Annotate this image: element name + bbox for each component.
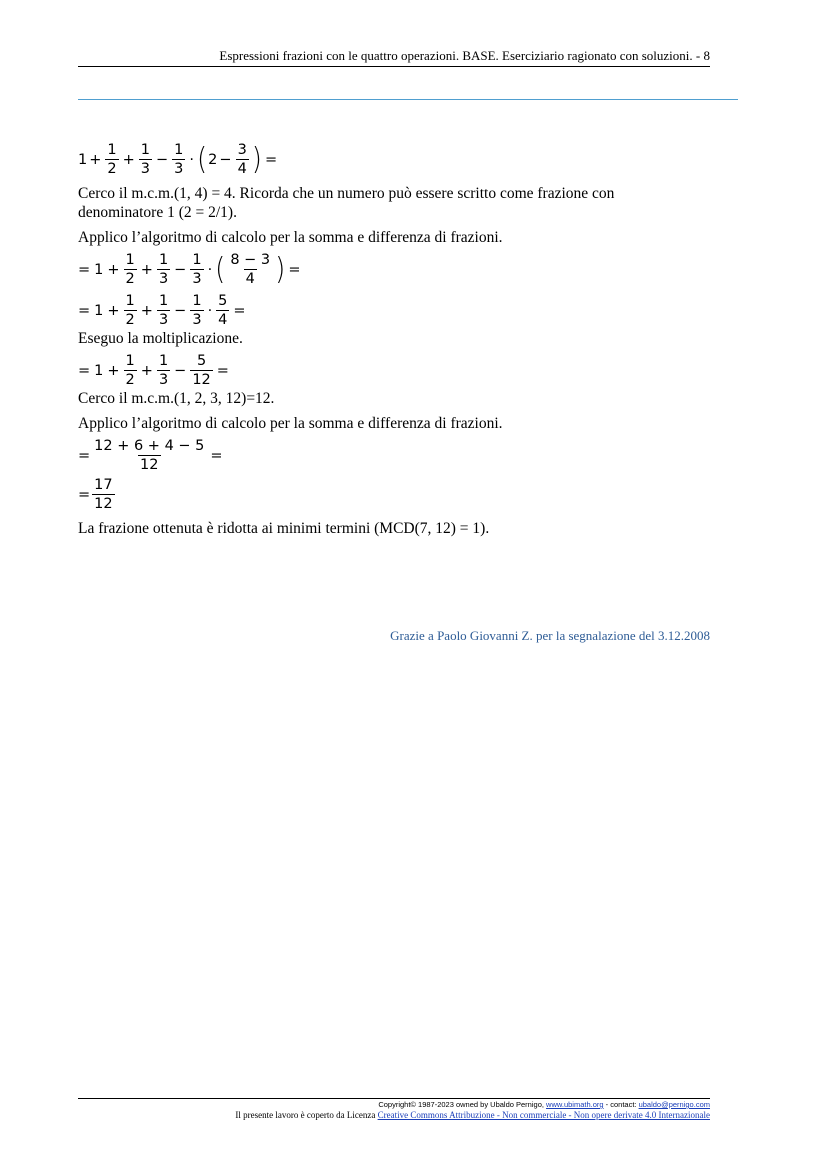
paragraph-algorithm-1: Applico l’algoritmo di calcolo per la somma e differenza di frazioni.	[78, 229, 503, 246]
website-link[interactable]: www.ubimath.org	[546, 1100, 604, 1109]
header-divider	[78, 66, 710, 67]
fraction: $\frac{1}{3}$	[158, 353, 169, 388]
license-link[interactable]: Creative Commons Attribuzione - Non commerciale - Non opere derivate 4.0 Internazionale	[377, 1110, 710, 1120]
math-expression-step-2: = 1 + $\frac{1}{2}$ + $\frac{1}{3}$ − $\frac{1}{3}$ · $\frac{5}{4}$ =	[78, 293, 246, 328]
email-link[interactable]: ubaldo@pernigo.com	[638, 1100, 710, 1109]
math-expression-step-4: = $\frac{12 + 6 + 4 - 5}{12}$ =	[78, 438, 223, 473]
footer-divider	[78, 1098, 710, 1099]
paragraph-mcm-2: Cerco il m.c.m.(1, 2, 3, 12)=12.	[78, 390, 275, 407]
paragraph-mcm-1: Cerco il m.c.m.(1, 4) = 4. Ricorda che un numero può essere scritto come frazione con	[78, 185, 615, 202]
document-body	[78, 141, 718, 538]
fraction: $\frac{1}{3}$	[192, 293, 202, 328]
fraction: $\frac{1}{3}$	[158, 293, 169, 328]
page-header-title: Espressioni frazioni con le quattro operazioni. BASE. Eserciziario ragionato con soluzioni. - 8	[219, 48, 710, 63]
acknowledgement-note: Grazie a Paolo Giovanni Z. per la segnalazione del 3.12.2008	[390, 628, 710, 643]
fraction: $\frac{1}{3}$	[192, 252, 202, 287]
fraction: $\frac{1}{2}$	[125, 252, 135, 287]
fraction: $\frac{3}{4}$	[237, 142, 247, 177]
math-expression-original: 1 + $\frac{1}{2}$ + $\frac{1}{3}$ − $\frac{1}{3}$ · ( 2 − $\frac{3}{4}$ ) =	[78, 142, 278, 177]
fraction: $\frac{8 - 3}{4}$	[230, 252, 271, 287]
paragraph-multiplication: Eseguo la moltiplicazione.	[78, 330, 243, 347]
fraction: $\frac{1}{3}$	[140, 142, 151, 177]
paragraph-mcm-1-cont: denominatore 1 (2 = 2/1).	[78, 204, 237, 221]
fraction: $\frac{5}{12}$	[192, 353, 211, 388]
math-expression-step-3: = 1 + $\frac{1}{2}$ + $\frac{1}{3}$ − $\frac{5}{12}$ =	[78, 353, 229, 388]
fraction: $\frac{5}{4}$	[218, 293, 228, 328]
math-expression-step-1: = 1 + $\frac{1}{2}$ + $\frac{1}{3}$ − $\frac{1}{3}$ · ( $\frac{8 - 3}{4}$ ) =	[78, 252, 301, 287]
fraction: $\frac{17}{12}$	[94, 477, 113, 512]
fraction: $\frac{1}{3}$	[174, 142, 184, 177]
fraction: $\frac{1}{2}$	[107, 142, 117, 177]
footer-license: Il presente lavoro è coperto da Licenza Creative Commons Attribuzione - Non commerciale - Non opere derivate 4.0 Internazionale	[235, 1110, 710, 1120]
fraction: $\frac{1}{2}$	[125, 293, 135, 328]
footer-copyright: Copyright© 1987-2023 owned by Ubaldo Pernigo, www.ubimath.org - contact: ubaldo@pernigo.com	[378, 1100, 710, 1109]
section-divider	[78, 99, 738, 100]
paragraph-conclusion: La frazione ottenuta è ridotta ai minimi termini (MCD(7, 12) = 1).	[78, 520, 490, 537]
paragraph-algorithm-2: Applico l’algoritmo di calcolo per la somma e differenza di frazioni.	[78, 415, 503, 432]
fraction: $\frac{1}{3}$	[158, 252, 169, 287]
fraction: $\frac{1}{2}$	[125, 353, 135, 388]
fraction: $\frac{12 + 6 + 4 - 5}{12}$	[94, 438, 205, 473]
math-expression-result: = $\frac{17}{12}$	[78, 477, 113, 512]
